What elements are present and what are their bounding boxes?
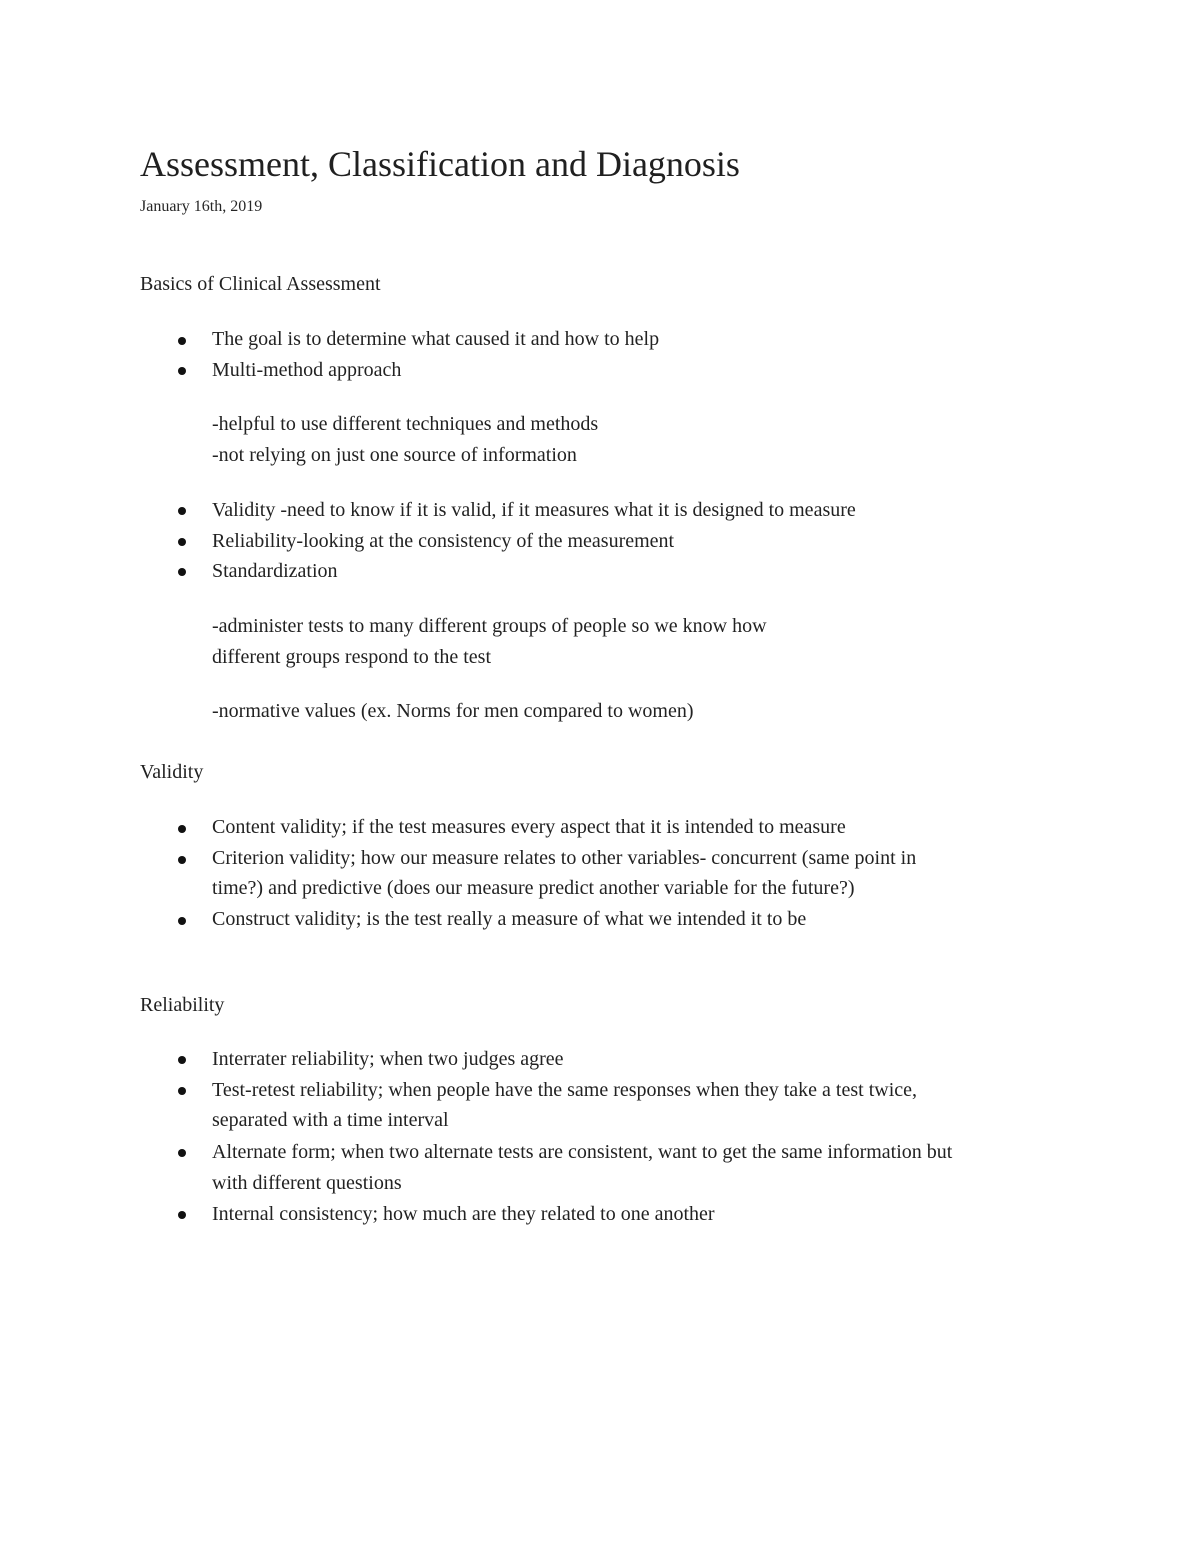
bullet-dot bbox=[178, 367, 186, 375]
bullet-dot bbox=[178, 1211, 186, 1219]
bullet-dot bbox=[178, 507, 186, 515]
list-item: Interrater reliability; when two judges agree bbox=[212, 1048, 564, 1070]
list-item-continuation: separated with a time interval bbox=[212, 1109, 449, 1131]
list-item-continuation: with different questions bbox=[212, 1172, 402, 1194]
sub-note: -helpful to use different techniques and methods bbox=[212, 413, 599, 435]
list-item: Criterion validity; how our measure relates to other variables- concurrent (same point in bbox=[212, 847, 917, 869]
bullet-dot bbox=[178, 1056, 186, 1064]
sub-note: -administer tests to many different groups of people so we know how bbox=[212, 615, 767, 637]
sub-note: -normative values (ex. Norms for men compared to women) bbox=[212, 700, 694, 722]
document-date: January 16th, 2019 bbox=[140, 198, 263, 215]
bullet-dot bbox=[178, 337, 186, 345]
list-item: Construct validity; is the test really a measure of what we intended it to be bbox=[212, 908, 807, 930]
list-item: Content validity; if the test measures every aspect that it is intended to measure bbox=[212, 816, 846, 838]
list-item: Reliability-looking at the consistency of the measurement bbox=[212, 530, 675, 552]
bullet-dot bbox=[178, 1149, 186, 1157]
section-heading-basics: Basics of Clinical Assessment bbox=[140, 273, 381, 295]
list-item: Test-retest reliability; when people have the same responses when they take a test twice, bbox=[212, 1079, 918, 1101]
section-heading-reliability: Reliability bbox=[140, 994, 225, 1016]
list-item: The goal is to determine what caused it and how to help bbox=[212, 328, 660, 350]
list-item: Internal consistency; how much are they related to one another bbox=[212, 1203, 715, 1225]
list-item: Alternate form; when two alternate tests are consistent, want to get the same information but bbox=[212, 1141, 953, 1163]
bullet-dot bbox=[178, 825, 186, 833]
list-item-continuation: time?) and predictive (does our measure predict another variable for the future?) bbox=[212, 877, 855, 899]
list-item: Validity -need to know if it is valid, if it measures what it is designed to measure bbox=[212, 499, 856, 521]
document-title: Assessment, Classification and Diagnosis bbox=[140, 144, 740, 184]
section-heading-validity: Validity bbox=[140, 761, 204, 783]
sub-note: -not relying on just one source of information bbox=[212, 444, 577, 466]
list-item: Multi-method approach bbox=[212, 359, 402, 381]
bullet-dot bbox=[178, 917, 186, 925]
bullet-dot bbox=[178, 538, 186, 546]
bullet-dot bbox=[178, 1087, 186, 1095]
list-item: Standardization bbox=[212, 560, 338, 582]
sub-note: different groups respond to the test bbox=[212, 646, 492, 668]
bullet-dot bbox=[178, 856, 186, 864]
bullet-dot bbox=[178, 568, 186, 576]
